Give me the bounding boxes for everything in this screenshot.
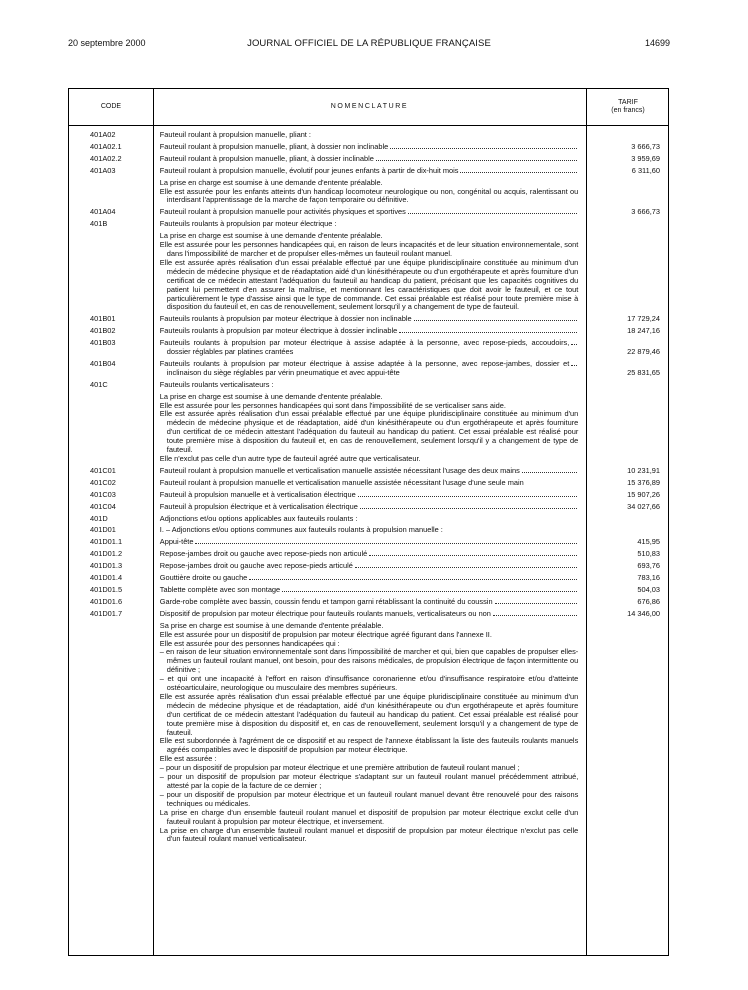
row-nomenclature <box>153 515 585 524</box>
table-row <box>69 515 668 524</box>
row-tarif <box>584 360 668 378</box>
row-nomenclature <box>153 503 585 512</box>
row-label: Garde-robe complète avec bassin, coussin fendu et tampon garni rétablissant la continuité du coussin <box>159 596 493 606</box>
row-paragraph: Elle est assurée pour les personnes handicapées qui, en raison de leurs incapacités et de leur situation environnementale, sont dans l'impossibilité de marcher et de propulser elles-mêmes un fauteuil roulant manuel. <box>159 240 579 258</box>
row-label: Gouttière droite ou gauche <box>159 573 248 583</box>
row-paragraph: – pour un dispositif de propulsion par moteur électrique s'adaptant sur un fauteuil roulant manuel précédemment attribué, attesté par la copie de la facture de ce dernier ; <box>159 772 579 790</box>
row-code: 401D01.6 <box>90 596 123 606</box>
row-label: Fauteuil roulant à propulsion manuelle, pliant, à dossier non inclinable <box>159 141 389 151</box>
tarif-value: 510,83 <box>637 549 661 559</box>
table-row <box>69 526 668 535</box>
row-code: 401A03 <box>90 165 116 175</box>
table-row <box>69 381 668 390</box>
row-nomenclature <box>153 550 585 559</box>
table-row <box>69 574 668 583</box>
row-label: Fauteuils roulants à propulsion par moteur électrique à dossier non inclinable <box>159 314 412 324</box>
table-row <box>69 360 668 378</box>
row-nomenclature <box>153 131 585 140</box>
tarif-value: 14 346,00 <box>627 608 661 618</box>
row-code <box>69 393 153 464</box>
column-header-tarif-label: TARIF <box>618 99 638 106</box>
row-nomenclature <box>153 526 585 535</box>
dot-leader <box>376 160 577 161</box>
table-row <box>69 610 668 619</box>
row-paragraph: Sa prise en charge est soumise à une demande d'entente préalable. <box>159 620 384 630</box>
row-paragraph: La prise en charge d'un ensemble fauteuil roulant manuel et dispositif de propulsion par moteur électrique exclut celle d'un fauteuil roulant à propulsion par moteur électrique, et inversement. <box>159 807 579 826</box>
row-nomenclature <box>153 393 585 464</box>
row-nomenclature <box>153 610 585 619</box>
row-paragraph: – pour un dispositif de propulsion par moteur électrique et un fauteuil roulant manuel devant être renouvelé pour des raisons techniques ou médicales. <box>159 789 579 808</box>
row-nomenclature <box>153 315 585 324</box>
row-tarif <box>584 232 668 312</box>
row-paragraph: – et qui ont une incapacité à l'effort en raison d'insuffisance coronarienne et/ou d'insuffisance respiratoire et/ou d'atteinte ostéoarticulaire, neurologique ou musculaire des membres supérieurs. <box>159 674 579 693</box>
row-code: 401B02 <box>90 326 116 336</box>
tarif-value: 783,16 <box>637 573 661 583</box>
tarif-value: 25 831,65 <box>627 367 661 377</box>
row-paragraph: Fauteuil roulant à propulsion manuelle et verticalisation manuelle assistée nécessitant l'usage d'une seule main <box>159 477 524 487</box>
row-code: 401B04 <box>90 358 116 368</box>
dot-leader <box>495 603 578 604</box>
row-code <box>69 179 153 206</box>
row-nomenclature <box>153 598 585 607</box>
table-row <box>69 479 668 488</box>
table-row <box>69 339 668 357</box>
row-gap <box>69 844 668 847</box>
row-paragraph: La prise en charge est soumise à une demande d'entente préalable. <box>159 231 383 241</box>
table-row <box>69 562 668 571</box>
tarif-value: 10 231,91 <box>627 465 661 475</box>
row-tarif <box>584 574 668 583</box>
row-code: 401C02 <box>90 477 116 487</box>
publication-date: 20 septembre 2000 <box>68 38 146 48</box>
row-code <box>69 232 153 312</box>
row-code: 401B <box>90 219 108 229</box>
dot-leader <box>414 320 578 321</box>
row-tarif <box>584 550 668 559</box>
row-nomenclature <box>153 479 585 488</box>
row-label: Fauteuils roulants à propulsion par moteur électrique à dossier inclinable <box>159 326 398 336</box>
table-row <box>69 467 668 476</box>
table-row <box>69 232 668 312</box>
column-header-code: CODE <box>100 103 122 110</box>
dot-leader <box>282 591 577 592</box>
tarif-value: 17 729,24 <box>627 314 661 324</box>
row-paragraph: Elle est assurée pour les personnes handicapées qui sont dans l'impossibilité de se verticaliser sans aide. <box>159 400 506 410</box>
row-nomenclature <box>153 538 585 547</box>
dot-leader <box>522 472 577 473</box>
row-paragraph: Fauteuil roulant à propulsion manuelle, pliant : <box>159 130 311 139</box>
row-label: Fauteuils roulants à propulsion par moteur électrique à assise adaptée à la personne, avec repose-pieds, accoudoirs, dossier réglables par platines crantées <box>159 338 570 357</box>
page-header <box>68 38 670 52</box>
row-paragraph: – pour un dispositif de propulsion par moteur électrique et une première attribution de fauteuil roulant manuel ; <box>159 763 520 773</box>
row-code: 401C01 <box>90 465 116 475</box>
row-code: 401C03 <box>90 489 116 499</box>
row-nomenclature <box>153 155 585 164</box>
tarif-value: 18 247,16 <box>627 326 661 336</box>
row-paragraph: Elle n'exclut pas celle d'un autre type de fauteuil agréé autre que verticalisateur. <box>159 454 421 463</box>
row-label: Appui-tête <box>159 537 194 547</box>
row-paragraph: La prise en charge d'un ensemble fauteuil roulant manuel et dispositif de propulsion par moteur électrique n'exclut pas celle d'un fauteuil roulant manuel verticalisateur. <box>159 825 579 844</box>
row-code: 401D01.4 <box>90 573 123 583</box>
row-code: 401D01 <box>90 525 116 535</box>
row-code: 401C04 <box>90 501 116 511</box>
row-tarif <box>584 167 668 176</box>
row-nomenclature <box>153 622 585 845</box>
table-row <box>69 131 668 140</box>
row-nomenclature <box>153 143 585 152</box>
table-row <box>69 491 668 500</box>
table-row <box>69 586 668 595</box>
row-paragraph: Elle est subordonnée à l'agrément de ce dispositif et au respect de l'annexe établissant la liste des fauteuils roulants manuels agréés compatibles avec le dispositif de propulsion par moteur électrique. <box>159 736 579 755</box>
tarif-value: 34 027,66 <box>627 501 661 511</box>
tarif-value: 22 879,46 <box>627 347 661 357</box>
tarif-value: 3 666,73 <box>631 141 661 151</box>
row-paragraph: Fauteuils roulants à propulsion par moteur électrique : <box>159 219 337 229</box>
table-row <box>69 143 668 152</box>
dot-leader <box>571 365 577 366</box>
row-paragraph: La prise en charge est soumise à une demande d'entente préalable. <box>159 177 383 187</box>
row-label: Fauteuil roulant à propulsion manuelle et verticalisation manuelle assistée nécessitant l'usage des deux mains <box>159 465 520 475</box>
row-code: 401B03 <box>90 338 116 348</box>
row-label: Fauteuil à propulsion électrique et à verticalisation électrique <box>159 501 358 511</box>
row-nomenclature <box>153 574 585 583</box>
row-paragraph: Elle est assurée après réalisation d'un essai préalable effectué par une équipe pluridisciplinaire constituée au minimum d'un médecin de médecine physique et de réadaptation, aidé d'un kinésithérapeute ou d'un ergothérapeute et après fourniture d'un certificat de ce médecin attestant l'adéquation du fauteuil au handicap du patient. Cet essai préalable est réalisé pour toute première mise à disposition du dispositif et, en cas de renouvellement, seulement lorsqu'il y a changement de type de fauteuil. <box>159 691 579 737</box>
row-code: 401D <box>90 513 108 523</box>
tarif-value: 504,03 <box>637 584 661 594</box>
row-code: 401A02.2 <box>90 153 122 163</box>
dot-leader <box>360 508 577 509</box>
row-code: 401A02.1 <box>90 141 122 151</box>
row-paragraph: Fauteuils roulants verticalisateurs : <box>159 379 274 389</box>
table-row <box>69 393 668 464</box>
row-nomenclature <box>153 360 585 378</box>
row-code: 401D01.5 <box>90 584 123 594</box>
row-label: Repose-jambes droit ou gauche avec repose-pieds non articulé <box>159 549 368 559</box>
row-label: Dispositif de propulsion par moteur électrique pour fauteuils roulants manuels, verticalisateurs ou non <box>159 608 491 618</box>
journal-title: JOURNAL OFFICIEL DE LA RÉPUBLIQUE FRANÇAISE <box>247 38 491 49</box>
page-number: 14699 <box>644 38 670 48</box>
tarif-value: 3 959,69 <box>631 153 661 163</box>
row-paragraph: Elle est assurée pour des personnes handicapées qui : <box>159 638 340 648</box>
row-tarif <box>584 491 668 500</box>
header-divider <box>69 125 668 126</box>
dot-leader <box>460 172 577 173</box>
row-code: 401C <box>90 379 108 389</box>
row-tarif <box>584 562 668 571</box>
row-code: 401D01.7 <box>90 608 123 618</box>
row-code: 401D01.1 <box>90 537 123 547</box>
row-nomenclature <box>153 232 585 312</box>
table-row <box>69 327 668 336</box>
table-row <box>69 315 668 324</box>
row-code: 401B01 <box>90 314 116 324</box>
row-paragraph: Adjonctions et/ou options applicables aux fauteuils roulants : <box>159 513 358 523</box>
row-label: Tablette complète avec son montage <box>159 584 281 594</box>
row-label: Fauteuil à propulsion manuelle et à verticalisation électrique <box>159 489 356 499</box>
column-header-tarif-unit: (en francs) <box>611 107 645 114</box>
row-code: 401D01.2 <box>90 549 123 559</box>
table-row <box>69 598 668 607</box>
row-tarif <box>584 598 668 607</box>
row-label: Fauteuil roulant à propulsion manuelle, évolutif pour jeunes enfants à partir de dix-huit mois <box>159 165 459 175</box>
column-header-nomenclature: NOMENCLATURE <box>330 103 409 110</box>
row-nomenclature <box>153 562 585 571</box>
table-row <box>69 155 668 164</box>
table-row <box>69 179 668 206</box>
table-row <box>69 167 668 176</box>
row-label: Fauteuil roulant à propulsion manuelle pour activités physiques et sportives <box>159 207 406 217</box>
row-paragraph: La prise en charge est soumise à une demande d'entente préalable. <box>159 391 383 401</box>
row-tarif <box>584 143 668 152</box>
table-row <box>69 622 668 845</box>
row-tarif <box>584 179 668 206</box>
row-nomenclature <box>153 586 585 595</box>
dot-leader <box>493 615 577 616</box>
tarif-value: 15 907,26 <box>627 489 661 499</box>
row-tarif <box>584 467 668 476</box>
row-tarif <box>584 220 668 229</box>
row-nomenclature <box>153 339 585 357</box>
dot-leader <box>249 579 577 580</box>
row-nomenclature <box>153 220 585 229</box>
row-paragraph: Elle est assurée pour un dispositif de propulsion par moteur électrique agréé figurant dans l'annexe II. <box>159 629 492 639</box>
row-nomenclature <box>153 491 585 500</box>
dot-leader <box>399 332 577 333</box>
row-tarif <box>584 339 668 357</box>
row-tarif <box>584 315 668 324</box>
row-code: 401A02 <box>90 130 116 139</box>
row-tarif <box>584 515 668 524</box>
row-tarif <box>584 327 668 336</box>
row-tarif <box>584 155 668 164</box>
row-tarif <box>584 381 668 390</box>
dot-leader <box>408 213 577 214</box>
row-tarif <box>584 538 668 547</box>
row-paragraph: – en raison de leur situation environnementale sont dans l'impossibilité de marcher et qui, bien que capables de propulser elles-mêmes un fauteuil roulant manuel, ont besoin, pour des raisons médicales, de propulsion électrique de façon intermittente ou définitive ; <box>159 647 579 675</box>
row-paragraph: Elle est assurée après réalisation d'un essai préalable effectué par une équipe pluridisciplinaire constituée au minimum d'un médecin de médecine physique et de réadaptation aidé d'un kinésithérapeute ou d'un ergothérapeute et après fourniture d'un certificat de ce médecin attestant l'adéquation du fauteuil au handicap du patient, précisant que les capacités cognitives du patient lui permettent d'en assurer la maîtrise, et mentionnant les caractéristiques que doit avoir le fauteuil, et ce tout particulièrement le type d'assise ainsi que le type de commande. Cet essai préalable est réalisé pour toute première mise à disposition du fauteuil et, en cas de renouvellement, seulement lorsqu'il y a changement de type de fauteuil. <box>159 257 579 312</box>
row-label: Fauteuil roulant à propulsion manuelle, pliant, à dossier inclinable <box>159 153 374 163</box>
table-row <box>69 220 668 229</box>
row-nomenclature <box>153 381 585 390</box>
table-body <box>69 131 668 847</box>
table-row <box>69 538 668 547</box>
tarif-value: 6 311,60 <box>631 165 661 175</box>
row-label: Fauteuils roulants à propulsion par moteur électrique à assise adaptée à la personne, avec repose-jambes, dossier et inclinaison du siège réglables par vérin pneumatique et avec appui-tête <box>159 358 570 377</box>
row-nomenclature <box>153 179 585 206</box>
row-tarif <box>584 131 668 140</box>
tarif-value: 15 376,89 <box>627 477 661 487</box>
row-paragraph: Elle est assurée pour les enfants atteints d'un handicap locomoteur neurologique ou non, congénital ou acquis, ralentissant ou interdisant l'apprentissage de la marche de façon temporaire ou définitive. <box>159 186 579 205</box>
row-label: Repose-jambes droit ou gauche avec repose-pieds articulé <box>159 561 353 571</box>
row-code <box>69 622 153 845</box>
row-nomenclature <box>153 167 585 176</box>
dot-leader <box>390 148 577 149</box>
dot-leader <box>358 496 578 497</box>
row-tarif <box>584 208 668 217</box>
dot-leader <box>355 567 577 568</box>
row-tarif <box>584 479 668 488</box>
tarif-value: 693,76 <box>637 561 661 571</box>
dot-leader <box>369 555 577 556</box>
tarif-value: 3 666,73 <box>631 207 661 217</box>
row-paragraph: Elle est assurée : <box>159 754 217 764</box>
row-tarif <box>584 393 668 464</box>
tarif-value: 415,95 <box>637 537 661 547</box>
dot-leader <box>571 344 577 345</box>
table-row <box>69 208 668 217</box>
row-nomenclature <box>153 327 585 336</box>
row-tarif <box>584 503 668 512</box>
row-code: 401A04 <box>90 207 116 217</box>
row-tarif <box>584 526 668 535</box>
row-nomenclature <box>153 467 585 476</box>
dot-leader <box>195 543 577 544</box>
row-nomenclature <box>153 208 585 217</box>
row-paragraph: I. – Adjonctions et/ou options communes aux fauteuils roulants à propulsion manuelle : <box>159 525 443 535</box>
table-row <box>69 550 668 559</box>
row-code: 401D01.3 <box>90 561 123 571</box>
row-tarif <box>584 610 668 619</box>
tarif-value: 676,86 <box>637 596 661 606</box>
row-tarif <box>584 586 668 595</box>
nomenclature-table <box>68 88 669 956</box>
table-row <box>69 503 668 512</box>
column-header-tarif <box>586 89 670 125</box>
row-paragraph: Elle est assurée après réalisation d'un essai préalable effectué par une équipe pluridisciplinaire constituée au minimum d'un médecin de médecine physique et de réadaptation, aidé d'un kinésithérapeute ou d'un ergothérapeute et après fourniture d'un certificat de ce médecin attestant l'adéquation du fauteuil au handicap du patient. Cet essai préalable est réalisé pour toute première mise à disposition du fauteuil et, en cas de renouvellement, seulement lorsqu'il y a changement de type de fauteuil. <box>159 409 579 455</box>
row-tarif <box>584 622 668 845</box>
